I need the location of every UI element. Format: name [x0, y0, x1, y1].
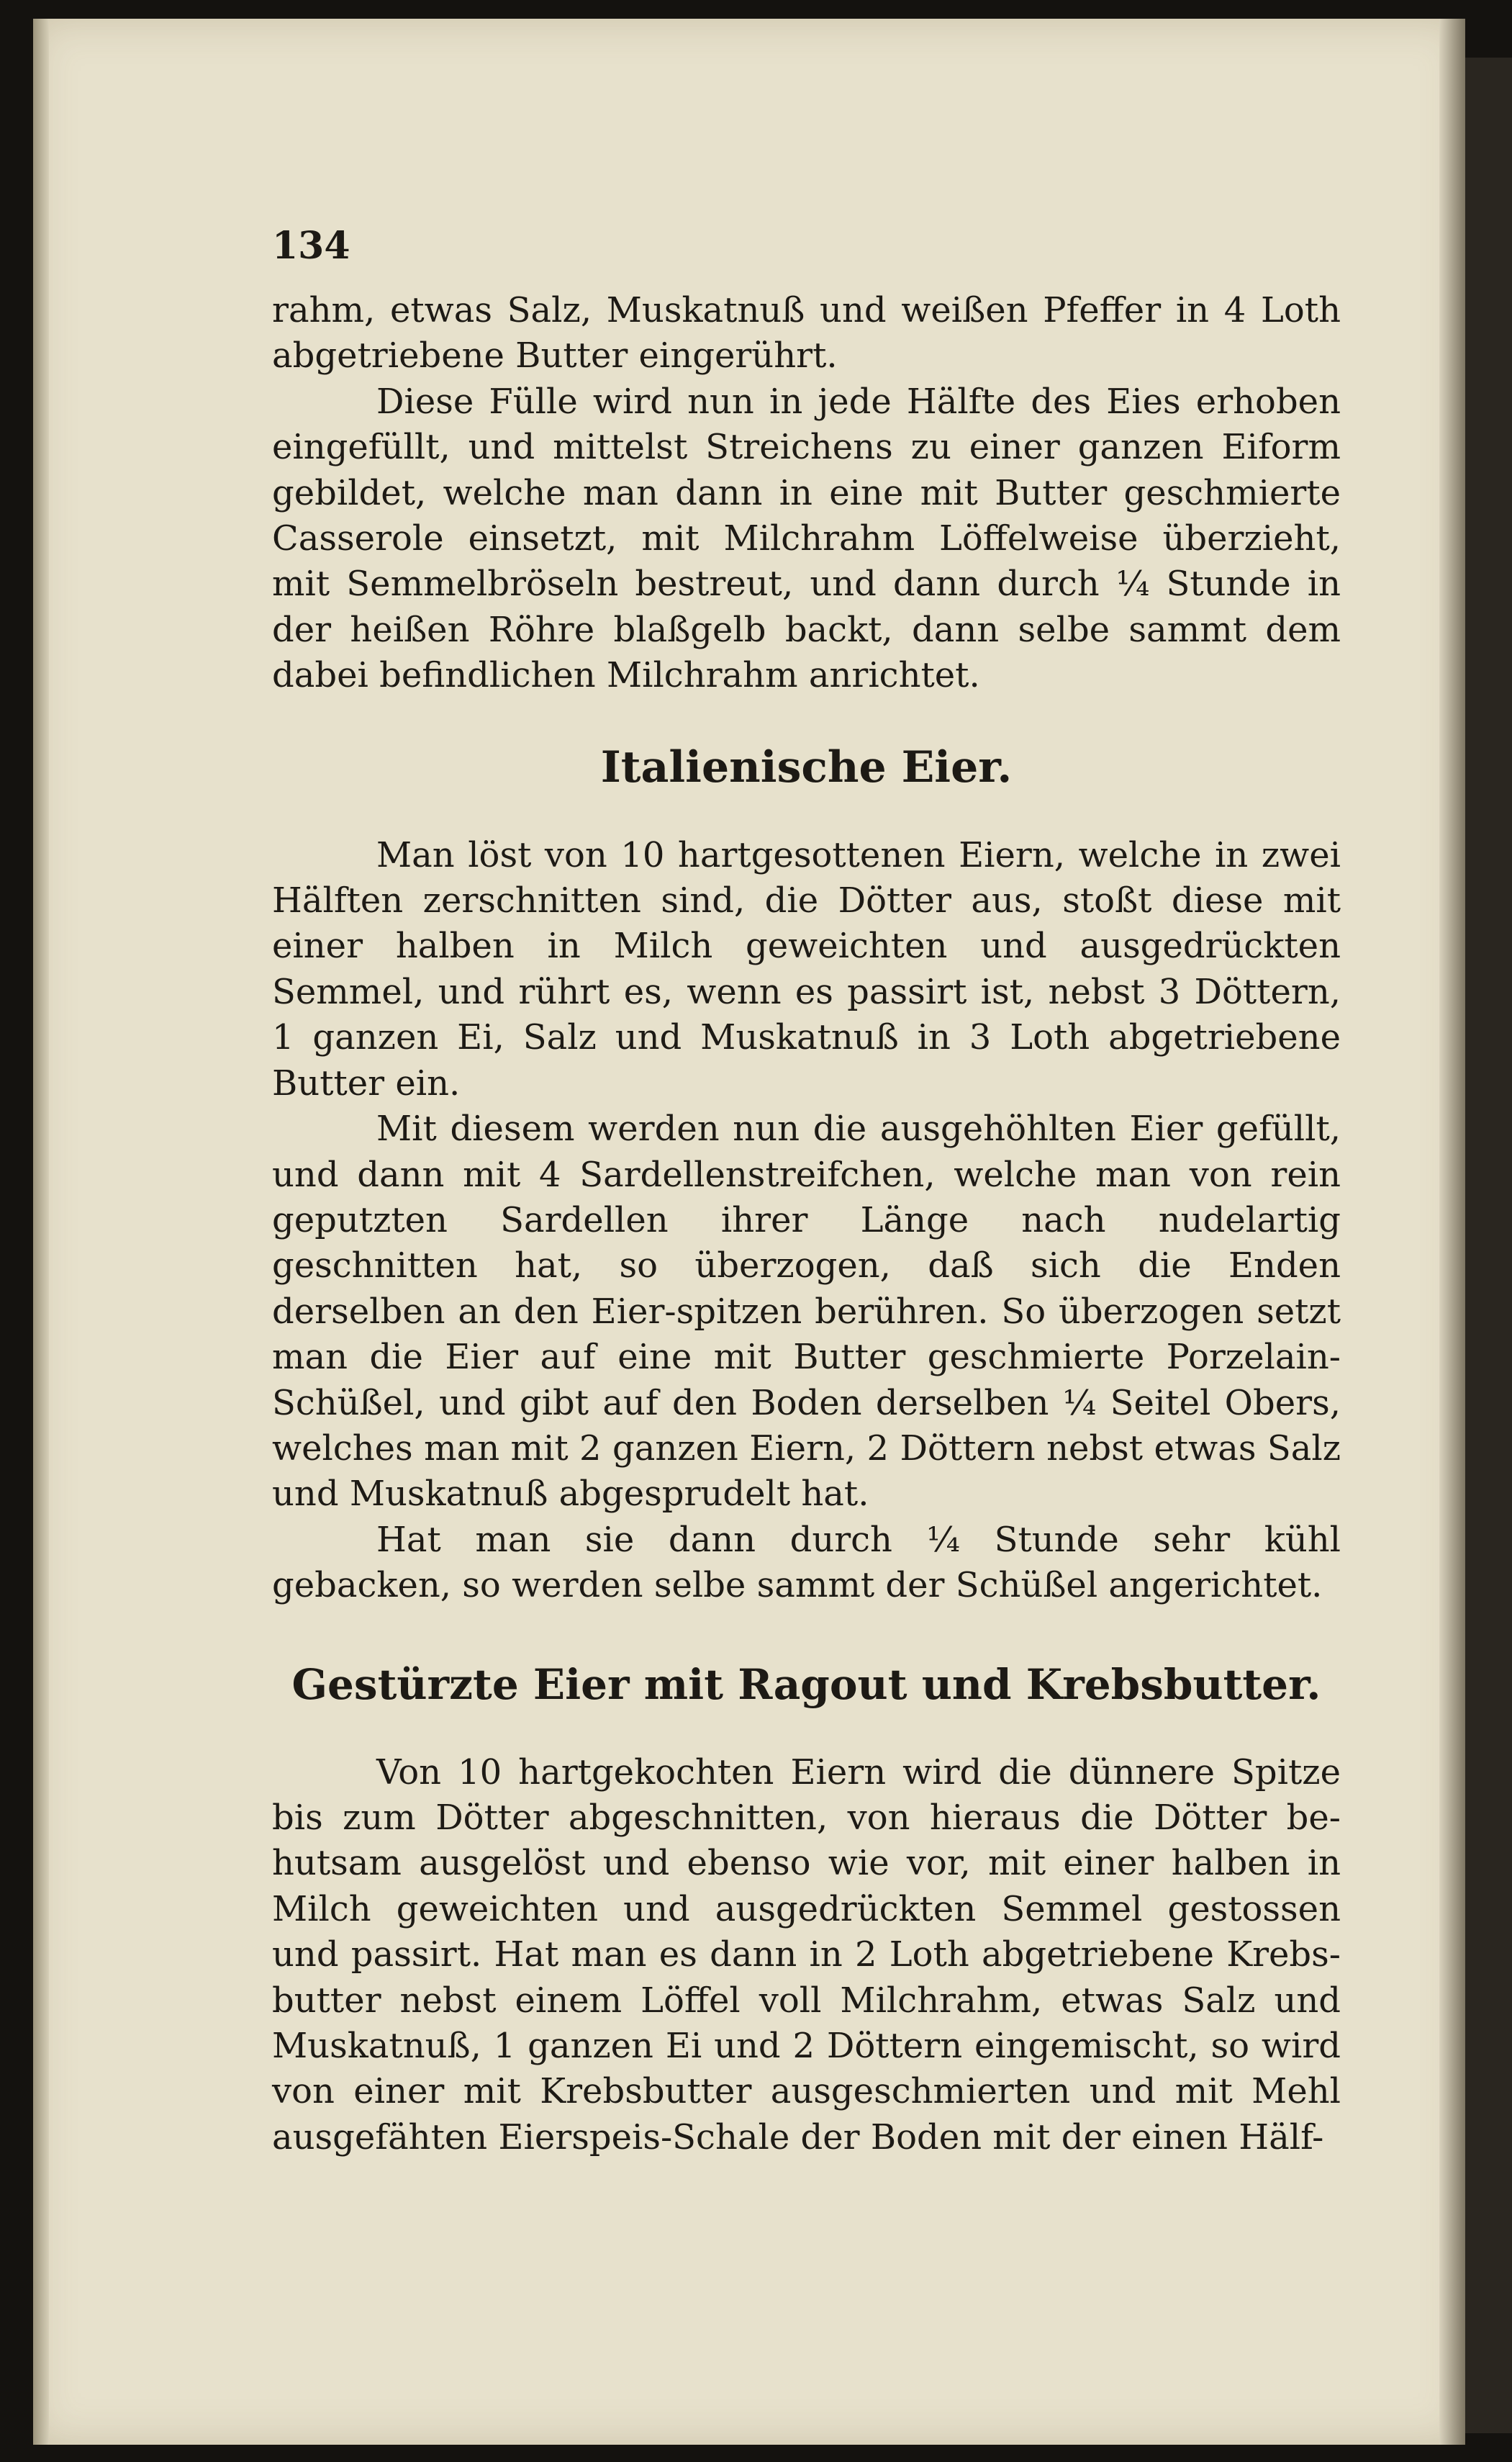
heading-turned-eggs: Gestürzte Eier mit Ragout und Krebsbutter. — [291, 1659, 1321, 1709]
paragraph-filling: Diese Fülle wird nun in jede Hälfte des Eies erhoben eingefüllt, und mittelst Streichens zu einer ganzen Eiform gebildet, welche man dann in eine mit Butter geschmierte Casserole einsetzt, mit Milchrahm Löffelweise überzieht, mit Semmelbröseln bestreut, und dann durch ¼ Stunde in der heißen Röhre blaßgelb backt, dann selbe sammt dem dabei befindlichen Milchrahm anrichtet. — [272, 381, 1341, 696]
adjacent-page-edge — [1465, 58, 1512, 2433]
paragraph-italian-3: Hat man sie dann durch ¼ Stunde sehr kühl gebacken, so werden selbe sammt der Schüßel angerichtet. — [272, 1519, 1341, 1606]
paragraph-italian-1: Man löst von 10 hartgesottenen Eiern, welche in zwei Hälften zerschnitten sind, die Dötter aus, stoßt diese mit einer halben in Milch geweichten und ausgedrückten Semmel, und rührt es, wenn es passirt ist, nebst 3 Döttern, 1 ganzen Ei, Salz und Muskatnuß in 3 Loth abgetriebene Butter ein. — [272, 834, 1341, 1104]
paragraph-turned-eggs: Von 10 hartgekochten Eiern wird die dünnere Spitze bis zum Dötter abgeschnitten, von hieraus die Dötter be-hutsam ausgelöst und ebenso wie vor, mit einer halben in Milch geweichten und ausgedrückten Semmel gestossen und passirt. Hat man es dann in 2 Loth abgetriebene Krebs-butter nebst einem Löffel voll Milchrahm, etwas Salz und Muskatnuß, 1 ganzen Ei und 2 Döttern eingemischt, so wird von einer mit Krebsbutter ausgeschmierten und mit Mehl ausgefähten Eierspeis-Schale der Boden mit der einen Hälf- — [272, 1751, 1341, 2157]
paragraph-continued: rahm, etwas Salz, Muskatnuß und weißen Pfeffer in 4 Loth abgetriebene Butter eingerührt. — [272, 290, 1341, 376]
page-text-block — [272, 225, 1341, 2160]
page-outer-edge — [1439, 19, 1465, 2445]
paragraph-italian-2: Mit diesem werden nun die ausgehöhlten Eier gefüllt, und dann mit 4 Sardellenstreifchen, welche man von rein geputzten Sardellen ihrer Länge nach nudelartig geschnitten hat, so überzogen, daß sich die Enden derselben an den Eier-spitzen berühren. So überzogen setzt man die Eier auf eine mit Butter geschmierte Porzelain-Schüßel, und gibt auf den Boden derselben ¼ Seitel Obers, welches man mit 2 ganzen Eiern, 2 Döttern nebst etwas Salz und Muskatnuß abgesprudelt hat. — [272, 1109, 1341, 1515]
page-binding-edge — [33, 19, 49, 2445]
page-number: 134 — [272, 224, 350, 268]
heading-italian-eggs: Italienische Eier. — [600, 741, 1013, 793]
